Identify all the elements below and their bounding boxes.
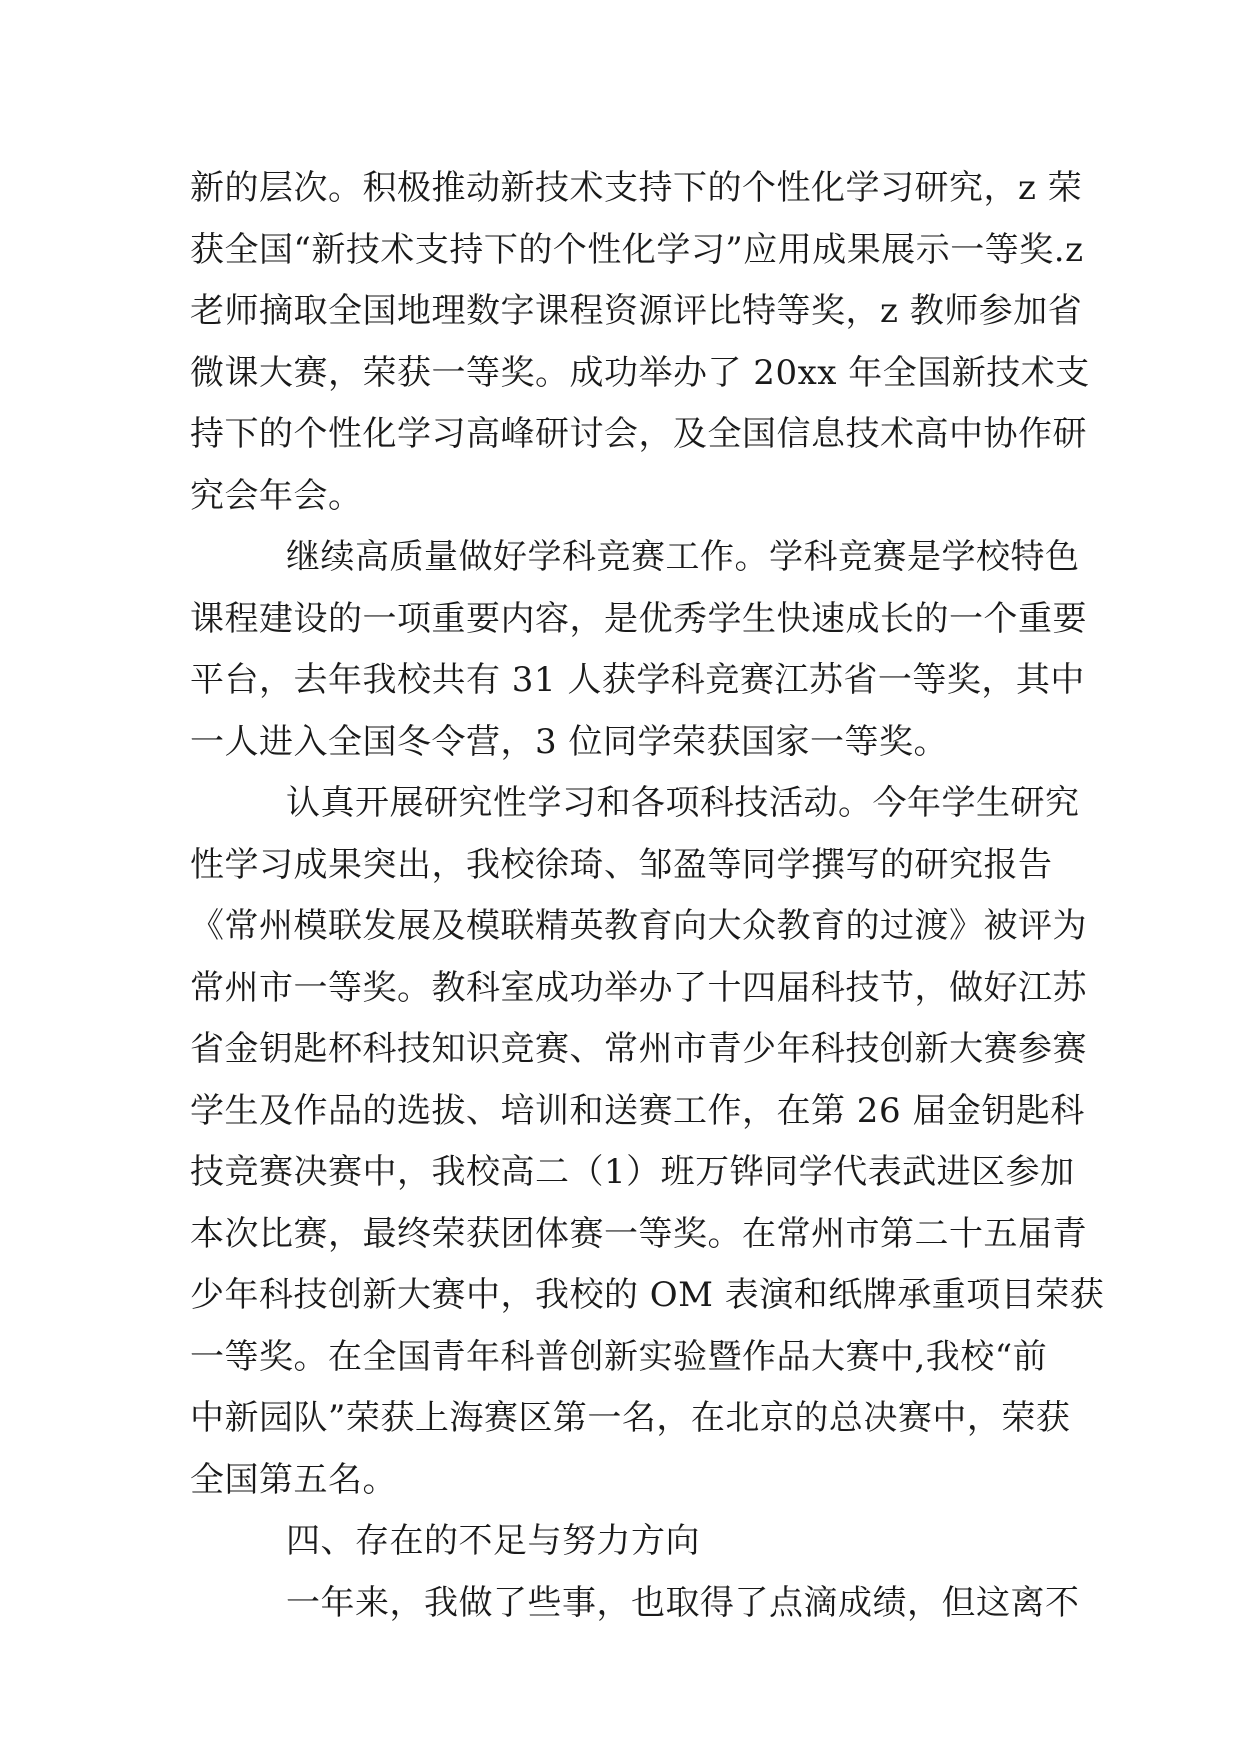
text-line-20: 一等奖。在全国青年科普创新实验暨作品大赛中,我校“前 (190, 1336, 1048, 1377)
text-line-22: 全国第五名。 (190, 1459, 397, 1500)
text-line-16: 学生及作品的选拔、培训和送赛工作，在第 26 届金钥匙科 (190, 1090, 1085, 1131)
text-line-19: 少年科技创新大赛中，我校的 OM 表演和纸牌承重项目荣获 (190, 1275, 1105, 1315)
paragraph-start-line: 继续高质量做好学科竞赛工作。学科竞赛是学校特色 (286, 537, 1080, 577)
text-line-13: 《常州模联发展及模联精英教育向大众教育的过渡》被评为 (190, 906, 1087, 946)
document-body (190, 158, 1105, 1634)
paragraph-start-line: 认真开展研究性学习和各项科技活动。今年学生研究 (286, 783, 1080, 823)
text-line-9: 平台，去年我校共有 31 人获学科竞赛江苏省一等奖，其中 (190, 660, 1085, 700)
text-line-6: 究会年会。 (190, 475, 363, 516)
text-line-18: 本次比赛，最终荣获团体赛一等奖。在常州市第二十五届青 (190, 1213, 1087, 1254)
text-line-3: 老师摘取全国地理数字课程资源评比特等奖，z 教师参加省 (190, 291, 1083, 331)
text-line-4: 微课大赛，荣获一等奖。成功举办了 20xx 年全国新技术支 (190, 352, 1090, 393)
section-heading: 四、存在的不足与努力方向 (286, 1521, 700, 1561)
text-line-15: 省金钥匙杯科技知识竞赛、常州市青少年科技创新大赛参赛 (190, 1029, 1087, 1069)
text-line-1: 新的层次。积极推动新技术支持下的个性化学习研究，z 荣 (190, 168, 1083, 208)
text-line-8: 课程建设的一项重要内容，是优秀学生快速成长的一个重要 (190, 598, 1087, 639)
text-line-14: 常州市一等奖。教科室成功举办了十四届科技节，做好江苏 (190, 967, 1087, 1008)
text-line-17: 技竞赛决赛中，我校高二（1）班万铧同学代表武进区参加 (190, 1152, 1075, 1192)
text-line-21: 中新园队”荣获上海赛区第一名，在北京的总决赛中，荣获 (190, 1398, 1071, 1438)
text-line-10: 一人进入全国冬令营，3 位同学荣获国家一等奖。 (190, 721, 948, 762)
text-line-12: 性学习成果突出，我校徐琦、邹盈等同学撰写的研究报告 (190, 844, 1053, 885)
paragraph-start-line: 一年来，我做了些事，也取得了点滴成绩，但这离不 (286, 1582, 1080, 1623)
text-line-2: 获全国“新技术支持下的个性化学习”应用成果展示一等奖.z (190, 229, 1084, 270)
text-line-5: 持下的个性化学习高峰研讨会，及全国信息技术高中协作研 (190, 414, 1087, 454)
